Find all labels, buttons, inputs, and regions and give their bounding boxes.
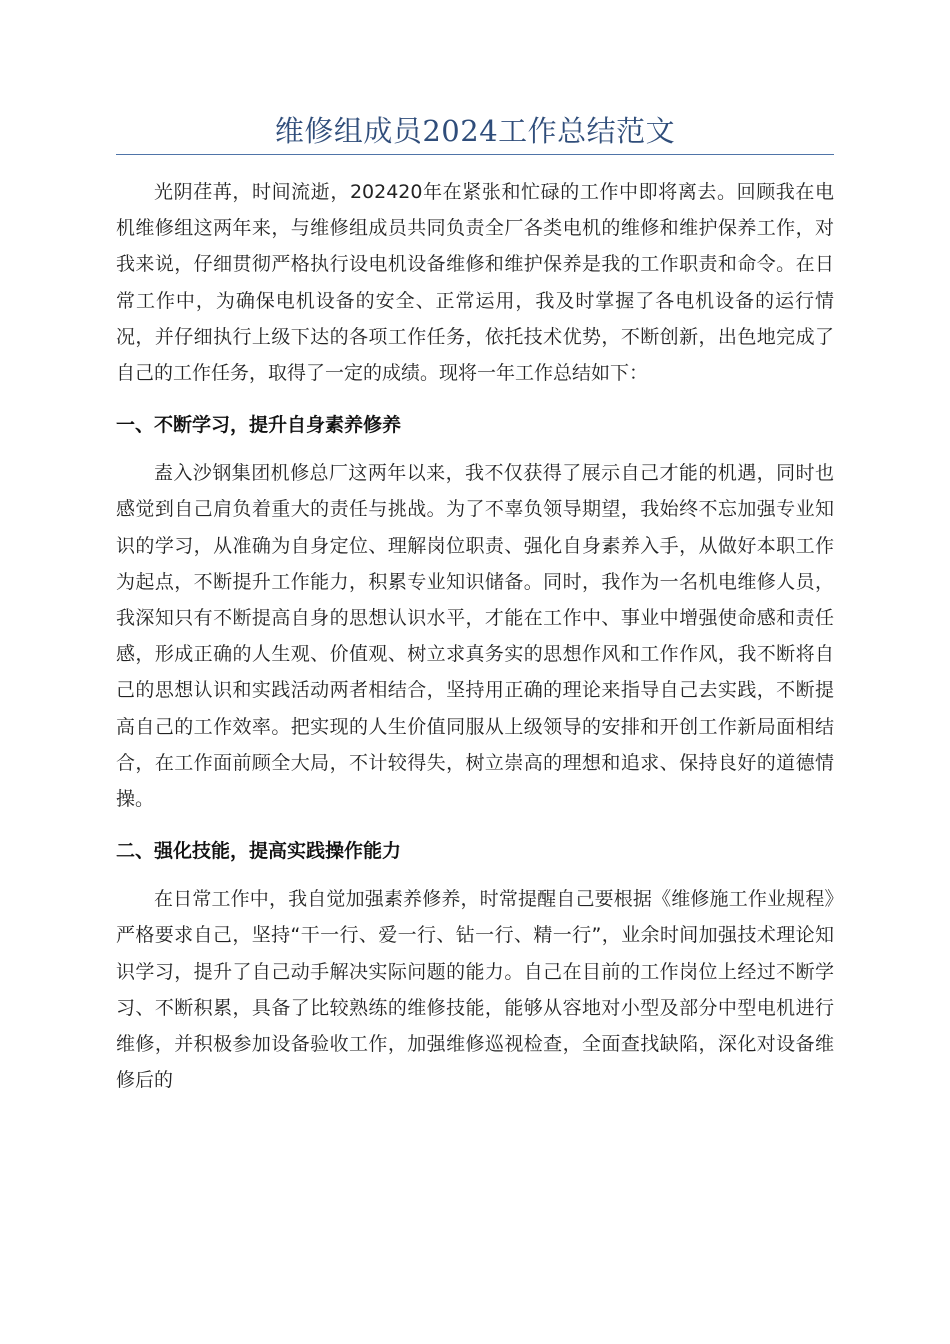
title-underline [116, 154, 834, 155]
section-paragraph-1: 盍入沙钢集团机修总厂这两年以来，我不仅获得了展示自己才能的机遇，同时也感觉到自己肩负着重大的责任与挑战。为了不辜负领导期望，我始终不忘加强专业知识的学习，从准确为自身定位、理解岗位职责、强化自身素养入手，从做好本职工作为起点，不断提升工作能力，积累专业知识储备。同时，我作为一名机电维修人员，我深知只有不断提高自身的思想认识水平，才能在工作中、事业中增强使命感和责任感，形成正确的人生观、价值观、树立求真务实的思想作风和工作作风，我不断将自己的思想认识和实践活动两者相结合，坚持用正确的理论来指导自己去实践，不断提高自己的工作效率。把实现的人生价值同服从上级领导的安排和开创工作新局面相结合，在工作面前顾全大局，不计较得失，树立崇高的理想和追求、保持良好的道德情操。 [116, 462, 834, 811]
intro-paragraph: 光阴荏苒，时间流逝，202420年在紧张和忙碌的工作中即将离去。回顾我在电机维修组这两年来，与维修组成员共同负责全厂各类电机的维修和维护保养工作，对我来说，仔细贯彻严格执行设电机设备维修和维护保养是我的工作职责和命令。在日常工作中，为确保电机设备的安全、正常运用，我及时掌握了各电机设备的运行情况，并仔细执行上级下达的各项工作任务，依托技术优势，不断创新，出色地完成了自己的工作任务，取得了一定的成绩。现将一年工作总结如下： [116, 181, 834, 385]
page-title: 维修组成员2024工作总结范文 [274, 114, 676, 148]
section-paragraph-2: 在日常工作中，我自觉加强素养修养，时常提醒自己要根据《维修施工作业规程》严格要求自己，坚持“干一行、爱一行、钻一行、精一行”，业余时间加强技术理论知识学习，提升了自己动手解决实际问题的能力。自己在目前的工作岗位上经过不断学习、不断积累，具备了比较熟练的维修技能，能够从容地对小型及部分中型电机进行维修，并积极参加设备验收工作，加强维修巡视检查，全面查找缺陷，深化对设备维修后的 [116, 888, 834, 1092]
document-body [116, 174, 834, 1098]
section-heading-1: 一、不断学习，提升自身素养修养 [116, 414, 402, 437]
section-heading-2: 二、强化技能，提高实践操作能力 [116, 840, 402, 863]
